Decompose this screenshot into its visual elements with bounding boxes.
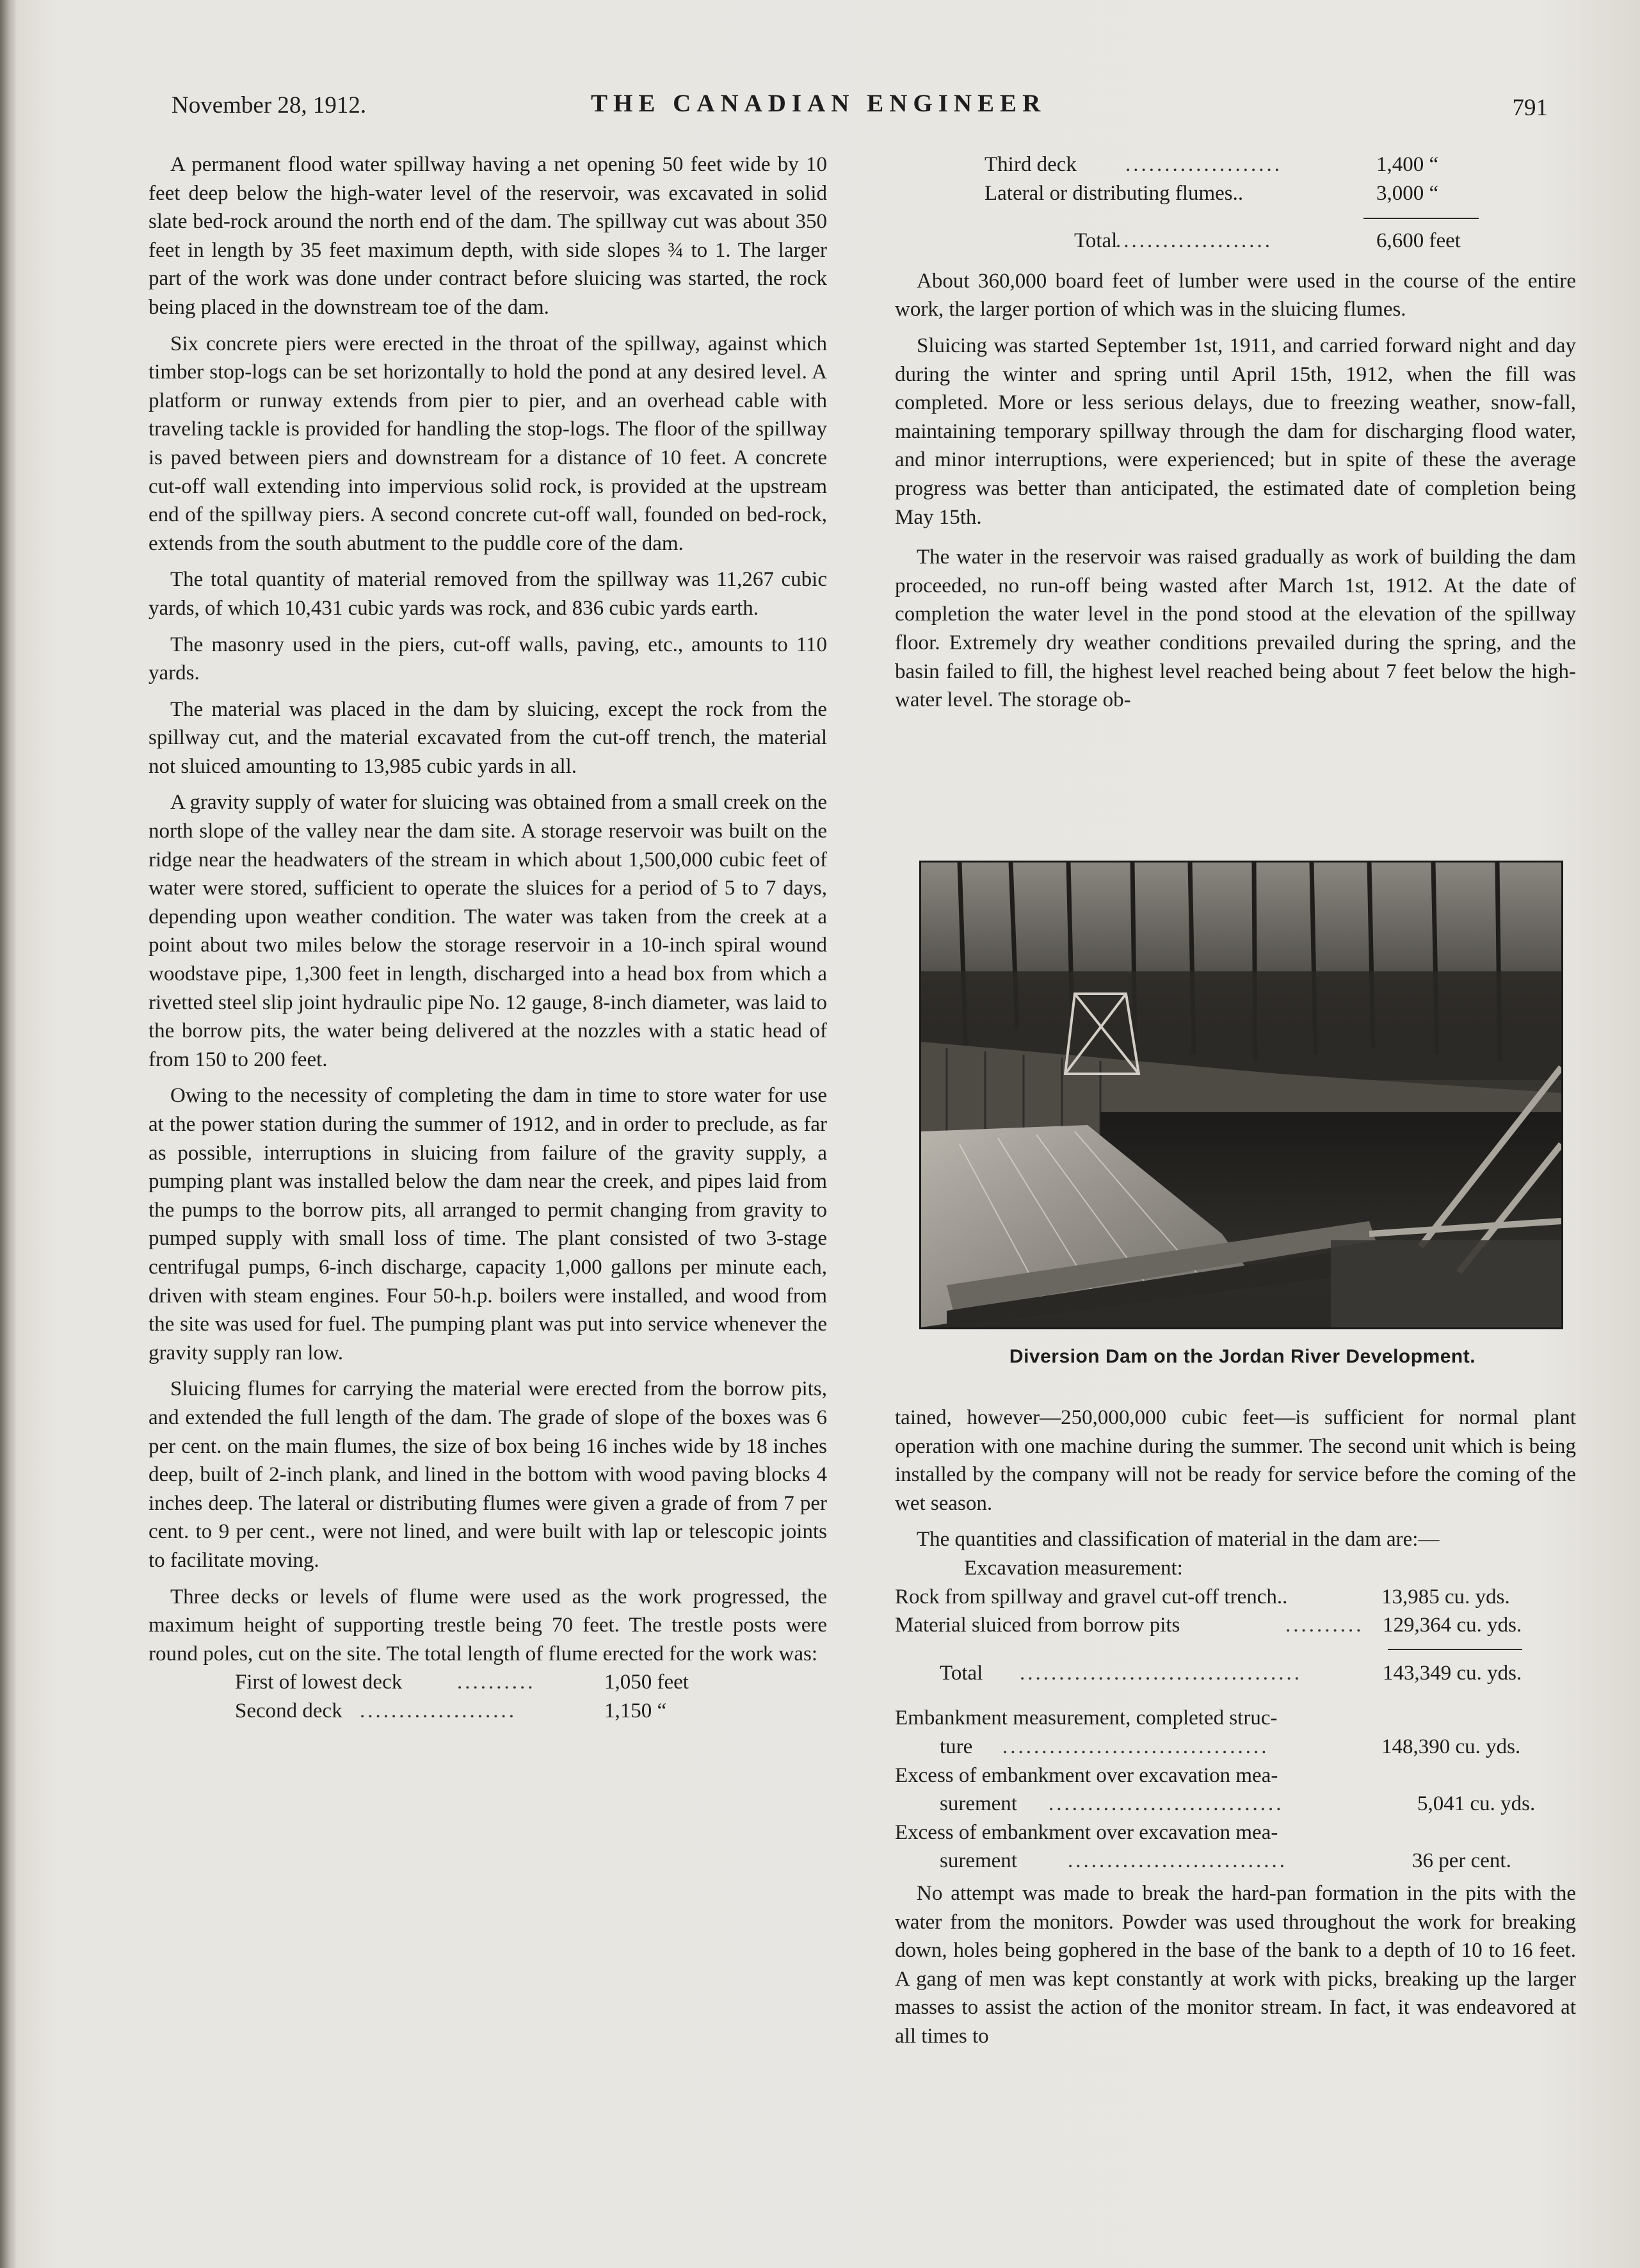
excavation-heading: Excavation measurement: <box>964 1556 1183 1580</box>
dam-photo-illustration <box>921 863 1561 1327</box>
right-column <box>895 150 1576 715</box>
list-item-total: Total .................... 6,600 feet <box>1074 229 1461 253</box>
paragraph-gravity-supply: A gravity supply of water for sluicing was obtained from a small creek on the north slope of the valley near the dam site. A storage reservoir was built on the ridge near the headwaters of the stream in which about 1,500,000 cubic feet of water were stored, sufficient to operate the sluices for a period of 5 to 7 days, depending upon weather condition. The water was taken from the creek at a point about two miles below the storage reservoir in a 10-inch spiral wound woodstave pipe, 1,300 feet in length, discharged into a head box from which a rivetted steel slip joint hydraulic pipe No. 12 gauge, 8-inch diameter, was laid to the borrow pits, the water being delivered at the nozzles with a static head of from 150 to 200 feet. <box>149 791 827 1071</box>
binding-shadow <box>0 0 17 2268</box>
list-item: Third deck .................... 1,400 “ <box>985 153 1439 176</box>
paragraph-pumping-plant: Owing to the necessity of completing the dam in time to store water for use at the power station during the summer of 1912, and in order to preclude, as far as possible, interruptions in sluicing from failure of the gravity supply, a pumping plant was installed below the dam near the creek, and pipes laid from the pumps to the borrow pits, all arranged to permit changing from gravity to pumped supply with small loss of time. The plant consisted of two 3-stage centrifugal pumps, 6-inch discharge, capacity 1,000 gallons per minute each, driven with steam engines. Four 50-h.p. boilers were installed, and wood from the site was used for fuel. The pumping plant was put into service whenever the gravity supply ran low. <box>149 1084 827 1365</box>
table-row-total: Total .................................... 143,349 cu. yds. <box>940 1661 1522 1685</box>
flume-length-list-continued <box>895 150 1576 255</box>
paragraph-spillway: A permanent flood water spillway having a net opening 50 feet wide by 10 feet deep below the high-water level of the reservoir, was excavated in solid slate bed-rock around the north end of the dam. The spillway cut was about 350 feet in length by 35 feet maximum depth, with side slopes ¾ to 1. The larger part of the work was done under contract before sluicing was started, the rock being placed in the downstream toe of the dam. <box>149 153 827 319</box>
right-column-lower <box>895 1404 1576 2050</box>
diversion-dam-photo <box>919 861 1563 1329</box>
page-header <box>172 92 1548 130</box>
paragraph-material-placed: The material was placed in the dam by sluicing, except the rock from the spillway cut, and the material excavated from the cut-off trench, the material not sluiced amounting to 13,985 cubic yards in all. <box>149 697 827 778</box>
paragraph-reservoir-water: The water in the reservoir was raised gradually as work of building the dam proceeded, no run-off being wasted after March 1st, 1912. At the date of completion the water level in the pond stood at the elevation of the spillway floor. Extremely dry weather conditions prevailed during the spring, and the basin failed to fill, the highest level reached being about 7 feet below the high-water level. The storage ob- <box>895 546 1576 712</box>
table-row: Material sluiced from borrow pits .......... 129,364 cu. yds. <box>895 1614 1522 1637</box>
paragraph-sluicing-flumes: Sluicing flumes for carrying the material were erected from the borrow pits, and extended the full length of the dam. The grade of slope of the boxes was 6 per cent. on the main flumes, the size of box being 16 inches wide by 18 inches deep, built of 2-inch plank, and lined in the bottom with wood paving blocks 4 inches deep. The lateral or distributing flumes were given a grade of from 7 per cent. to 9 per cent., were not lined, and were built with lap or telescopic joints to facilitate moving. <box>149 1377 827 1572</box>
embankment-table <box>895 1704 1576 1875</box>
paragraph-flume-decks: Three decks or levels of flume were used as the work progressed, the maximum height of supporting trestle being 70 feet. The trestle posts were round poles, cut on the site. The total length of flume erected for the work was: <box>149 1585 827 1665</box>
paragraph-masonry: The masonry used in the piers, cut-off walls, paving, etc., amounts to 110 yards. <box>149 633 827 685</box>
left-column <box>149 150 827 1725</box>
table-row: surement .............................. 5,041 cu. yds. <box>940 1792 1536 1816</box>
paragraph-lumber: About 360,000 board feet of lumber were used in the course of the entire work, the larger portion of which was in the sluicing flumes. <box>895 269 1576 321</box>
table-row: Excess of embankment over excavation mea- <box>895 1820 1278 1844</box>
total-rule <box>1388 1649 1522 1650</box>
paragraph-quantity-removed: The total quantity of material removed from the spillway was 11,267 cubic yards, of which 10,431 cubic yards was rock, and 836 cubic yards earth. <box>149 568 827 620</box>
table-row: ture .................................. 148,390 cu. yds. <box>940 1735 1521 1758</box>
header-date: November 28, 1912. <box>172 92 367 118</box>
page-number: 791 <box>1512 95 1548 121</box>
total-rule <box>1363 218 1479 219</box>
paragraph-quantities-intro: The quantities and classification of material in the dam are:— <box>917 1528 1440 1551</box>
list-item: Second deck .................... 1,150 “ <box>235 1699 667 1722</box>
table-row: Excess of embankment over excavation mea- <box>895 1763 1278 1787</box>
figure-caption: Diversion Dam on the Jordan River Development. <box>1009 1346 1476 1367</box>
journal-title: THE CANADIAN ENGINEER <box>591 90 1047 117</box>
list-item: Lateral or distributing flumes.. 3,000 “ <box>985 181 1439 205</box>
list-item: First of lowest deck .......... 1,050 feet <box>235 1671 689 1694</box>
table-row: Embankment measurement, completed struc- <box>895 1706 1278 1730</box>
excavation-table <box>895 1583 1576 1688</box>
flume-length-list <box>149 1668 827 1725</box>
paragraph-piers: Six concrete piers were erected in the throat of the spillway, against which timber stop-logs can be set horizontally to hold the pond at any desired level. A platform or runway extends from pier to pier, and an overhead cable with traveling tackle is provided for handling the stop-logs. The floor of the spillway is paved between piers and downstream for a distance of 10 feet. A concrete cut-off wall extending into impervious solid rock, is provided at the upstream end of the spillway piers. A second concrete cut-off wall, founded on bed-rock, extends from the south abutment to the puddle core of the dam. <box>149 332 827 555</box>
figure-diversion-dam <box>919 861 1566 1368</box>
paragraph-storage-obtained: tained, however—250,000,000 cubic feet—is sufficient for normal plant operation with one machine during the summer. The second unit which is being installed by the company will not be ready for service before the coming of the wet season. <box>895 1406 1576 1515</box>
table-row: surement ............................ 36 per cent. <box>940 1849 1511 1873</box>
paragraph-hard-pan: No attempt was made to break the hard-pan formation in the pits with the water from the monitors. Powder was used throughout the work for breaking down, holes being gophered in the base of the bank to a depth of 10 to 16 feet. A gang of men was kept constantly at work with picks, breaking up the larger masses to assist the action of the monitor stream. In fact, it was endeavored at all times to <box>895 1881 1576 2048</box>
table-row: Rock from spillway and gravel cut-off trench.. 13,985 cu. yds. <box>895 1585 1510 1608</box>
paragraph-sluicing-dates: Sluicing was started September 1st, 1911, and carried forward night and day during the winter and spring until April 15th, 1912, when the fill was completed. More or less serious delays, due to freezing weather, snow-fall, maintaining temporary spillway through the dam for discharging flood water, and minor interruptions, were experienced; but in spite of these the average progress was better than anticipated, the estimated date of completion being May 15th. <box>895 334 1576 529</box>
